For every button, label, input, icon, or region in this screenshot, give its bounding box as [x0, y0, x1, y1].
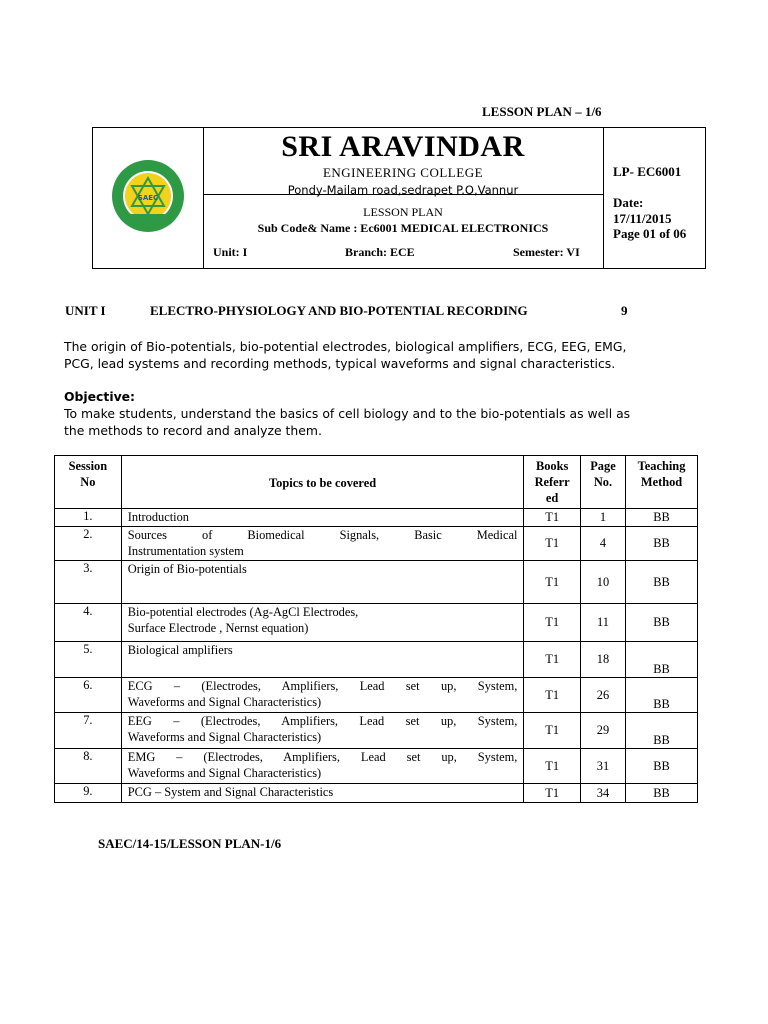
table-row: 3. Origin of Bio-potentials T1 10 BB: [55, 561, 698, 604]
semester-label: Semester: VI: [513, 245, 580, 259]
lesson-plan-title: LESSON PLAN: [363, 205, 443, 219]
table-row: 9. PCG – System and Signal Characteristics T1 34 BB: [55, 784, 698, 803]
college-info: [203, 130, 603, 198]
table-row: 4. Bio-potential electrodes (Ag-AgCl Electrodes, Surface Electrode , Nernst equation) T1 11 BB: [55, 604, 698, 642]
table-row: 2. Sources of Biomedical Signals, Basic Medical Instrumentation system T1 4 BB: [55, 527, 698, 561]
college-name: SRI ARAVINDAR: [281, 130, 525, 163]
header-lesson-plan-number: LESSON PLAN – 1/6: [482, 104, 602, 119]
document-meta: [613, 164, 705, 257]
branch-label: Branch: ECE: [345, 245, 415, 259]
syllabus-text: [64, 338, 664, 372]
lesson-plan-table: [54, 455, 698, 803]
subject-code-name: Sub Code& Name : Ec6001 MEDICAL ELECTRONICS: [257, 221, 549, 235]
table-row: 1. Introduction T1 1 BB: [55, 509, 698, 527]
table-row: 8. EMG – (Electrodes, Amplifiers, Lead set up, System, Waveforms and Signal Characteristics) T1 31 BB: [55, 749, 698, 784]
table-row: 7. EEG – (Electrodes, Amplifiers, Lead set up, System, Waveforms and Signal Characteristics) T1 29 BB: [55, 713, 698, 749]
syllabus-line: The origin of Bio-potentials, bio-potential electrodes, biological amplifiers, ECG, EEG, EMG,: [64, 339, 627, 354]
college-logo-icon: [110, 158, 186, 234]
unit-title: ELECTRO-PHYSIOLOGY AND BIO-POTENTIAL RECORDING: [150, 303, 528, 318]
table-row: 6. ECG – (Electrodes, Amplifiers, Lead set up, System, Waveforms and Signal Characteristics) T1 26 BB: [55, 678, 698, 713]
college-address: Pondy-Mailam road,sedrapet P.O,Vannur: [287, 183, 519, 197]
objective-line: To make students, understand the basics of cell biology and to the bio-potentials as well as: [64, 406, 631, 421]
table-row: 5. Biological amplifiers T1 18 BB: [55, 642, 698, 678]
page-number: Page 01 of 06: [613, 226, 687, 241]
header-box: [92, 127, 706, 269]
unit-hours: 9: [621, 303, 628, 318]
unit-number: UNIT I: [65, 303, 106, 318]
table-header-row: Session No Topics to be covered Books Referr ed Page No. Teaching Method: [55, 456, 698, 509]
lp-code: LP- EC6001: [613, 164, 682, 179]
syllabus-line: PCG, lead systems and recording methods, typical waveforms and signal characteristics.: [64, 356, 616, 371]
unit-label: Unit: I: [213, 245, 248, 259]
objective-title: Objective:: [64, 389, 136, 404]
logo-text: SAEC: [137, 194, 159, 202]
topics-header: Topics to be covered: [121, 456, 524, 509]
objective-line: the methods to record and analyze them.: [64, 423, 322, 438]
document-date: Date: 17/11/2015: [613, 195, 672, 226]
lesson-plan-info: [203, 204, 603, 236]
footer-document-code: SAEC/14-15/LESSON PLAN-1/6: [98, 836, 282, 851]
objective-text: [64, 405, 664, 439]
college-subtitle: ENGINEERING COLLEGE: [322, 165, 484, 180]
